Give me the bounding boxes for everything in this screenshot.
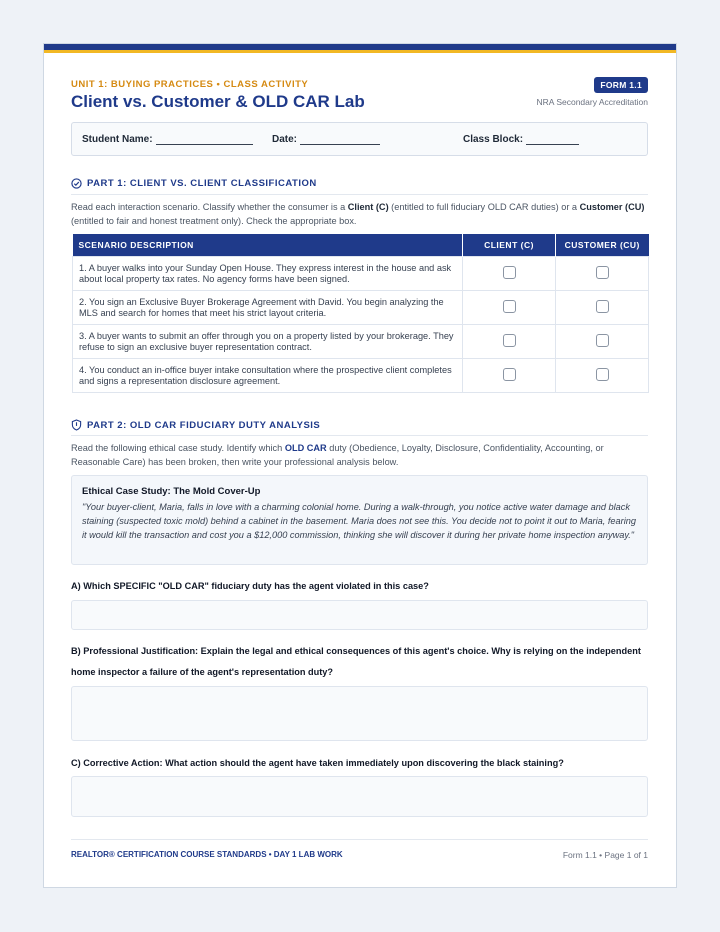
part1-divider <box>71 194 648 195</box>
form-badge: FORM 1.1 <box>594 77 648 93</box>
scenario-text: 3. A buyer wants to submit an offer through you on a property listed by your brokerage. They refuse to sign an exclusive buyer representation contract. <box>73 325 463 359</box>
customer-term: Customer (CU) <box>579 202 645 212</box>
client-cell <box>463 325 556 359</box>
class-block-label: Class Block: <box>463 134 524 145</box>
client-checkbox[interactable] <box>503 368 516 381</box>
student-name-line[interactable] <box>156 135 253 145</box>
class-block-line[interactable] <box>526 135 579 145</box>
student-name-label: Student Name: <box>82 134 153 145</box>
col-client: CLIENT (C) <box>463 234 556 257</box>
customer-cell <box>556 325 649 359</box>
case-study-text: "Your buyer-client, Maria, falls in love with a charming colonial home. During a walk-through, you notice active water damage and black staining (suspected toxic mold) behind a cabinet in the basement. Maria does not see this. You decide not to point it out to Maria, fearing it would kill the transaction and cost you a $12,000 commission, thinking she will discover it during her private home inspection anyway." <box>82 502 636 540</box>
accreditation-label: NRA Secondary Accreditation <box>536 97 648 107</box>
col-scenario: SCENARIO DESCRIPTION <box>73 234 463 257</box>
check-circle-icon <box>71 178 82 189</box>
date-field[interactable] <box>272 134 380 145</box>
case-study-title: Ethical Case Study: The Mold Cover-Up <box>82 486 261 497</box>
client-cell <box>463 291 556 325</box>
client-checkbox[interactable] <box>503 266 516 279</box>
student-name-field[interactable] <box>82 134 253 145</box>
part1-heading <box>71 178 317 189</box>
part1-instructions <box>71 200 651 228</box>
customer-cell <box>556 291 649 325</box>
worksheet-page <box>43 43 677 888</box>
answer-a-field[interactable] <box>71 600 648 630</box>
footer-standards: REALTOR® CERTIFICATION COURSE STANDARDS • DAY 1 LAB WORK <box>71 850 343 859</box>
table-row <box>73 291 649 325</box>
case-study-box <box>71 475 648 565</box>
table-row <box>73 325 649 359</box>
table-header-row <box>73 234 649 257</box>
footer-page-info: Form 1.1 • Page 1 of 1 <box>562 850 648 860</box>
oldcar-term: OLD CAR <box>284 443 327 453</box>
part2-heading-text: PART 2: OLD CAR FIDUCIARY DUTY ANALYSIS <box>87 419 321 431</box>
part1-heading-text: PART 1: CLIENT VS. CLIENT CLASSIFICATION <box>87 178 317 189</box>
part2-instructions <box>71 441 651 469</box>
client-cell <box>463 257 556 291</box>
table-row <box>73 257 649 291</box>
customer-cell <box>556 257 649 291</box>
client-checkbox[interactable] <box>503 334 516 347</box>
part1-intro-a: Read each interaction scenario. Classify whether the consumer is a <box>71 202 348 212</box>
client-term: Client (C) <box>347 202 389 212</box>
shield-icon <box>71 419 82 431</box>
table-row <box>73 359 649 393</box>
question-c: C) Corrective Action: What action should the agent have taken immediately upon discovering the black staining? <box>71 758 564 768</box>
col-customer: CUSTOMER (CU) <box>556 234 649 257</box>
scenario-text: 4. You conduct an in-office buyer intake consultation where the prospective client completes and signs a representation disclosure agreement. <box>73 359 463 393</box>
scenario-text: 1. A buyer walks into your Sunday Open House. They express interest in the house and ask about local property tax rates. No agency forms have been signed. <box>73 257 463 291</box>
student-info-box <box>71 122 648 156</box>
answer-b-field[interactable] <box>71 686 648 741</box>
scenario-table <box>72 234 649 393</box>
question-a: A) Which SPECIFIC "OLD CAR" fiduciary duty has the agent violated in this case? <box>71 581 429 591</box>
part2-heading <box>71 419 320 431</box>
page-title: Client vs. Customer & OLD CAR Lab <box>71 92 365 111</box>
part1-intro-b: (entitled to full fiduciary OLD CAR duties) or a <box>388 202 580 212</box>
customer-checkbox[interactable] <box>596 368 609 381</box>
question-b: B) Professional Justification: Explain the legal and ethical consequences of this agent's choice. Why is relying on the independent home inspector a failure of the agent's representation duty? <box>71 646 641 677</box>
scenario-text: 2. You sign an Exclusive Buyer Brokerage Agreement with David. You begin analyzing the MLS and search for homes that meet his strict layout criteria. <box>73 291 463 325</box>
customer-checkbox[interactable] <box>596 300 609 313</box>
top-accent-bar <box>44 50 676 53</box>
client-cell <box>463 359 556 393</box>
customer-checkbox[interactable] <box>596 266 609 279</box>
customer-cell <box>556 359 649 393</box>
part2-divider <box>71 435 648 436</box>
answer-c-field[interactable] <box>71 776 648 817</box>
part2-intro-a: Read the following ethical case study. Identify which <box>71 443 285 453</box>
date-label: Date: <box>272 134 298 145</box>
unit-kicker: UNIT 1: BUYING PRACTICES • CLASS ACTIVITY <box>71 79 309 90</box>
footer-divider <box>71 839 648 840</box>
date-line[interactable] <box>300 135 380 145</box>
part1-intro-c: (entitled to fair and honest treatment only). Check the appropriate box. <box>71 216 357 226</box>
client-checkbox[interactable] <box>503 300 516 313</box>
class-block-field[interactable] <box>463 134 579 145</box>
part2-intro-b: duty (Obedience, Loyalty, Disclosure, Confidentiality, Accounting, or Reasonable Care) has been broken, then write your professional analysis below. <box>71 443 604 467</box>
customer-checkbox[interactable] <box>596 334 609 347</box>
